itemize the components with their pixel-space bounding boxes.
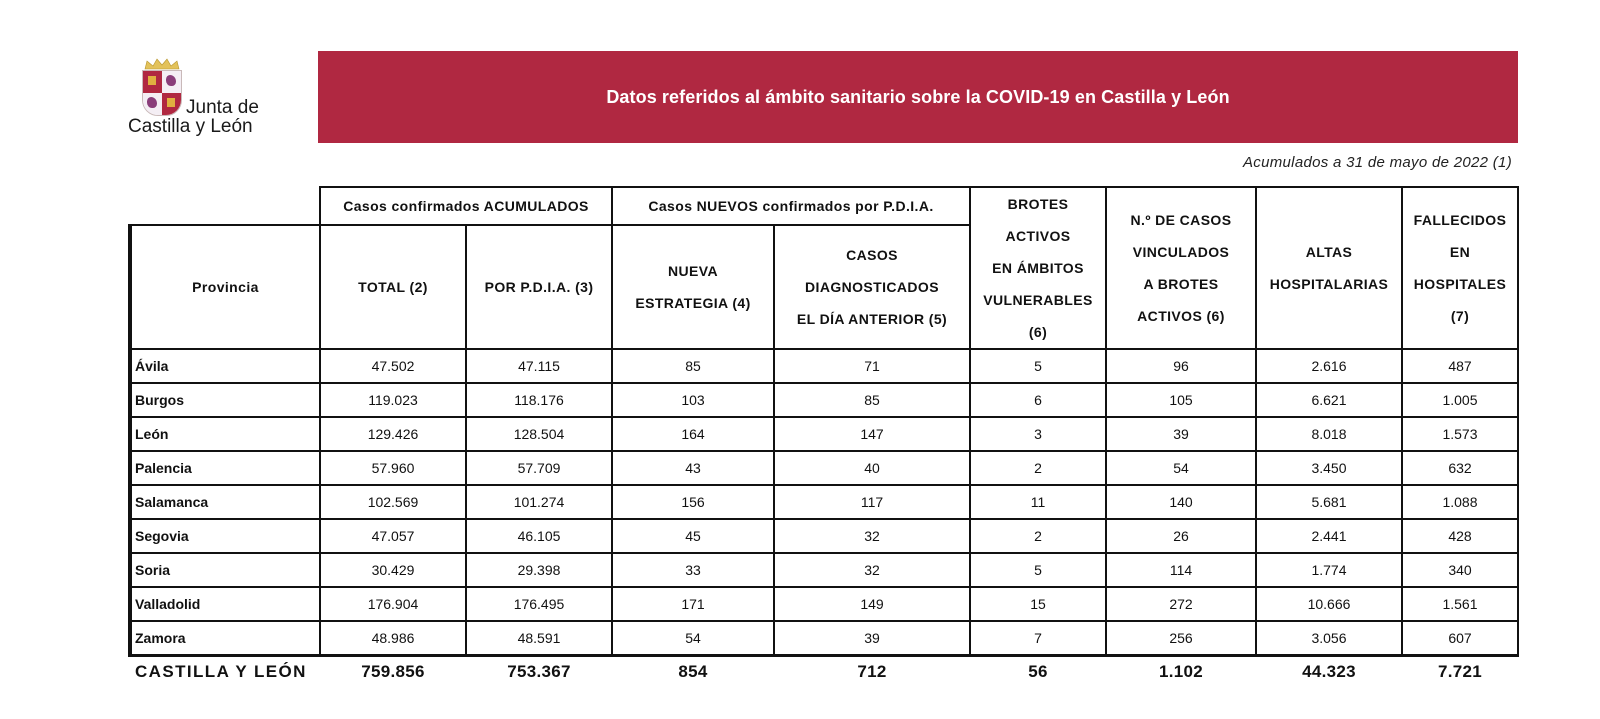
table-cell: 54 xyxy=(612,621,774,656)
table-row xyxy=(130,587,1518,621)
table-cell: 105 xyxy=(1106,383,1256,417)
table-cell: 26 xyxy=(1106,519,1256,553)
table-cell: 5 xyxy=(970,553,1106,587)
table-cell: 32 xyxy=(774,519,970,553)
province-name: Salamanca xyxy=(130,485,320,519)
table-cell: 176.495 xyxy=(466,587,612,621)
table-cell: 118.176 xyxy=(466,383,612,417)
table-cell: 149 xyxy=(774,587,970,621)
table-cell: 30.429 xyxy=(320,553,466,587)
table-cell: 129.426 xyxy=(320,417,466,451)
table-cell: 256 xyxy=(1106,621,1256,656)
table-cell: 48.591 xyxy=(466,621,612,656)
table-cell: 39 xyxy=(1106,417,1256,451)
table-cell: 71 xyxy=(774,349,970,383)
table-cell: 85 xyxy=(774,383,970,417)
table-row xyxy=(130,349,1518,383)
table-cell: 29.398 xyxy=(466,553,612,587)
table-cell: 487 xyxy=(1402,349,1518,383)
table-cell: 607 xyxy=(1402,621,1518,656)
junta-logo xyxy=(128,56,278,146)
total-cell: 753.367 xyxy=(466,656,612,688)
table-cell: 1.005 xyxy=(1402,383,1518,417)
table-cell: 6 xyxy=(970,383,1106,417)
table-cell: 47.502 xyxy=(320,349,466,383)
table-cell: 164 xyxy=(612,417,774,451)
table-cell: 5 xyxy=(970,349,1106,383)
table-cell: 114 xyxy=(1106,553,1256,587)
table-cell: 128.504 xyxy=(466,417,612,451)
col-header-fallecidos: FALLECIDOS EN HOSPITALES (7) xyxy=(1402,187,1518,349)
table-cell: 10.666 xyxy=(1256,587,1402,621)
table-cell: 32 xyxy=(774,553,970,587)
table-cell: 117 xyxy=(774,485,970,519)
logo-text-line2: Castilla y León xyxy=(128,116,253,137)
table-cell: 2 xyxy=(970,451,1106,485)
table-cell: 43 xyxy=(612,451,774,485)
province-name: Burgos xyxy=(130,383,320,417)
table-cell: 47.115 xyxy=(466,349,612,383)
table-cell: 5.681 xyxy=(1256,485,1402,519)
total-cell: 759.856 xyxy=(320,656,466,688)
total-cell: 7.721 xyxy=(1402,656,1518,688)
table-cell: 11 xyxy=(970,485,1106,519)
col-header-brotes: BROTES ACTIVOS EN ÁMBITOS VULNERABLES (6) xyxy=(970,187,1106,349)
crown-icon xyxy=(144,58,180,70)
table-row xyxy=(130,451,1518,485)
title-banner xyxy=(318,51,1518,143)
province-name: Ávila xyxy=(130,349,320,383)
table-cell: 40 xyxy=(774,451,970,485)
col-header-total: TOTAL (2) xyxy=(320,225,466,349)
total-cell: 854 xyxy=(612,656,774,688)
table-cell: 171 xyxy=(612,587,774,621)
table-cell: 632 xyxy=(1402,451,1518,485)
table-row xyxy=(130,383,1518,417)
table-cell: 119.023 xyxy=(320,383,466,417)
logo-text-line1: Junta de xyxy=(186,97,259,118)
total-cell: 712 xyxy=(774,656,970,688)
table-cell: 140 xyxy=(1106,485,1256,519)
table-row xyxy=(130,485,1518,519)
table-cell: 48.986 xyxy=(320,621,466,656)
table-cell: 176.904 xyxy=(320,587,466,621)
page-title: Datos referidos al ámbito sanitario sobre la COVID-19 en Castilla y León xyxy=(606,86,1230,107)
covid-data-table xyxy=(128,186,1519,687)
province-name: Soria xyxy=(130,553,320,587)
table-cell: 15 xyxy=(970,587,1106,621)
col-header-provincia: Provincia xyxy=(130,225,320,349)
total-row xyxy=(130,656,1518,688)
table-cell: 101.274 xyxy=(466,485,612,519)
province-name: León xyxy=(130,417,320,451)
col-header-diagnosticados: CASOS DIAGNOSTICADOS EL DÍA ANTERIOR (5) xyxy=(774,225,970,349)
table-cell: 3.450 xyxy=(1256,451,1402,485)
table-cell: 1.774 xyxy=(1256,553,1402,587)
total-cell: 1.102 xyxy=(1106,656,1256,688)
coat-of-arms-icon xyxy=(142,70,182,116)
table-row xyxy=(130,553,1518,587)
table-cell: 147 xyxy=(774,417,970,451)
table-cell: 47.057 xyxy=(320,519,466,553)
province-name: Segovia xyxy=(130,519,320,553)
table-cell: 57.960 xyxy=(320,451,466,485)
table-cell: 1.573 xyxy=(1402,417,1518,451)
group-header-nuevos: Casos NUEVOS confirmados por P.D.I.A. xyxy=(612,187,970,225)
table-cell: 156 xyxy=(612,485,774,519)
col-header-altas: ALTAS HOSPITALARIAS xyxy=(1256,187,1402,349)
table-cell: 3 xyxy=(970,417,1106,451)
table-cell: 46.105 xyxy=(466,519,612,553)
province-name: Palencia xyxy=(130,451,320,485)
total-label: CASTILLA Y LEÓN xyxy=(130,656,320,688)
table-cell: 8.018 xyxy=(1256,417,1402,451)
table-cell: 2.616 xyxy=(1256,349,1402,383)
table-cell: 96 xyxy=(1106,349,1256,383)
table-cell: 85 xyxy=(612,349,774,383)
table-cell: 6.621 xyxy=(1256,383,1402,417)
table-cell: 57.709 xyxy=(466,451,612,485)
table-row xyxy=(130,621,1518,656)
table-cell: 54 xyxy=(1106,451,1256,485)
col-header-nueva-estrategia: NUEVA ESTRATEGIA (4) xyxy=(612,225,774,349)
table-row xyxy=(130,417,1518,451)
province-name: Valladolid xyxy=(130,587,320,621)
table-cell: 272 xyxy=(1106,587,1256,621)
table-cell: 3.056 xyxy=(1256,621,1402,656)
group-header-acumulados: Casos confirmados ACUMULADOS xyxy=(320,187,612,225)
table-cell: 33 xyxy=(612,553,774,587)
table-cell: 102.569 xyxy=(320,485,466,519)
table-cell: 428 xyxy=(1402,519,1518,553)
col-header-vinculados: N.º DE CASOS VINCULADOS A BROTES ACTIVOS (6) xyxy=(1106,187,1256,349)
total-cell: 56 xyxy=(970,656,1106,688)
table-cell: 103 xyxy=(612,383,774,417)
total-cell: 44.323 xyxy=(1256,656,1402,688)
table-cell: 39 xyxy=(774,621,970,656)
date-subtitle: Acumulados a 31 de mayo de 2022 (1) xyxy=(1243,154,1512,171)
table-cell: 45 xyxy=(612,519,774,553)
table-row xyxy=(130,519,1518,553)
col-header-por-pdia: POR P.D.I.A. (3) xyxy=(466,225,612,349)
table-cell: 340 xyxy=(1402,553,1518,587)
table-cell: 2.441 xyxy=(1256,519,1402,553)
table-cell: 1.088 xyxy=(1402,485,1518,519)
province-name: Zamora xyxy=(130,621,320,656)
table-cell: 1.561 xyxy=(1402,587,1518,621)
table-cell: 7 xyxy=(970,621,1106,656)
table-cell: 2 xyxy=(970,519,1106,553)
